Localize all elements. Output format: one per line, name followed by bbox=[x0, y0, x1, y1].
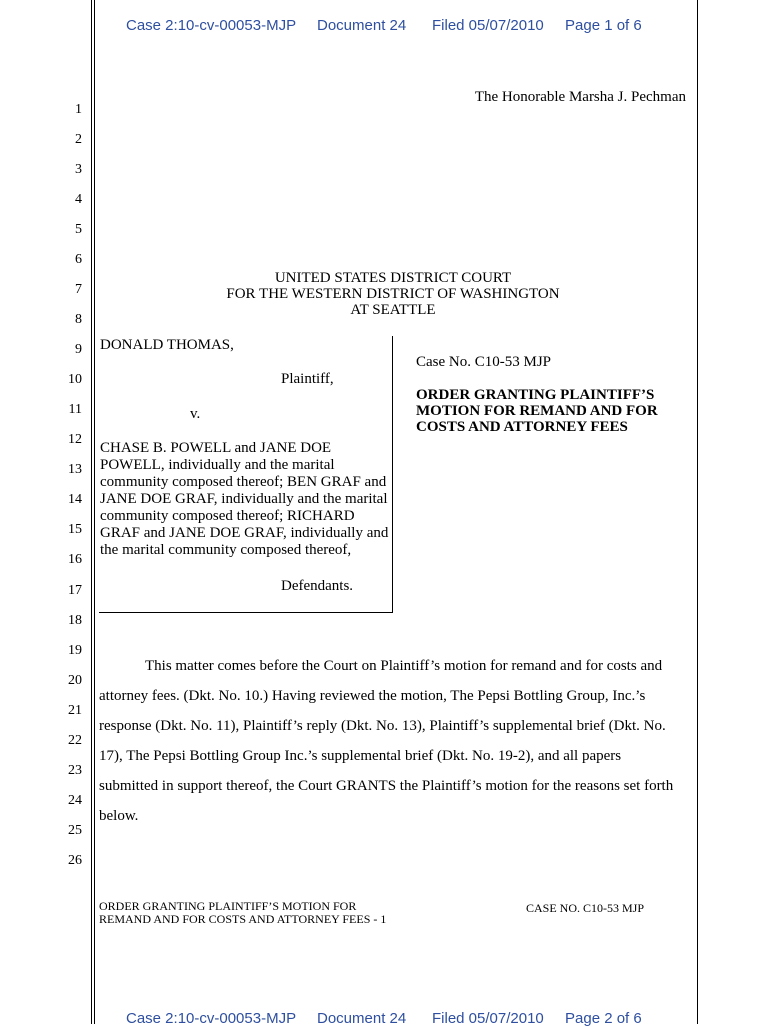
body-line: submitted in support thereof, the Court GRANTS the Plaintiff’s motion for the reasons set forth bbox=[99, 778, 674, 794]
page-footer-left bbox=[99, 900, 386, 926]
order-title-line: COSTS AND ATTORNEY FEES bbox=[416, 419, 628, 435]
header-filed-date: Filed 05/07/2010 bbox=[432, 17, 544, 34]
order-title-line: ORDER GRANTING PLAINTIFF’S bbox=[416, 387, 655, 403]
caption-divider-vertical bbox=[392, 336, 393, 612]
line-number: 3 bbox=[75, 162, 82, 177]
header-document-number: Document 24 bbox=[317, 1010, 407, 1027]
court-line: FOR THE WESTERN DISTRICT OF WASHINGTON bbox=[226, 286, 560, 302]
line-number: 17 bbox=[68, 583, 82, 598]
order-title-line: MOTION FOR REMAND AND FOR bbox=[416, 403, 658, 419]
line-number: 19 bbox=[68, 643, 82, 658]
body-line: 17), The Pepsi Bottling Group Inc.’s supplemental brief (Dkt. No. 19-2), and all papers bbox=[99, 748, 622, 764]
plaintiff-role: Plaintiff, bbox=[281, 371, 334, 387]
defendants-line: JANE DOE GRAF, individually and the marital bbox=[100, 491, 388, 507]
court-line: UNITED STATES DISTRICT COURT bbox=[274, 270, 512, 286]
line-number: 21 bbox=[68, 703, 82, 718]
defendants-role: Defendants. bbox=[281, 578, 354, 594]
header-case-number: Case 2:10-cv-00053-MJP bbox=[126, 1010, 297, 1027]
line-number: 7 bbox=[75, 282, 82, 297]
line-number: 6 bbox=[75, 252, 82, 267]
right-margin-rule bbox=[697, 0, 698, 1024]
line-number: 10 bbox=[68, 372, 82, 387]
header-case-number: Case 2:10-cv-00053-MJP bbox=[126, 17, 297, 34]
header-page-count: Page 2 of 6 bbox=[565, 1010, 642, 1027]
line-number: 9 bbox=[75, 342, 82, 357]
left-margin-rule-2 bbox=[94, 0, 95, 1024]
line-number: 5 bbox=[75, 222, 82, 237]
defendants-line: GRAF and JANE DOE GRAF, individually and bbox=[100, 525, 389, 541]
line-number: 15 bbox=[68, 522, 82, 537]
plaintiff-name: DONALD THOMAS, bbox=[100, 337, 234, 353]
line-number: 8 bbox=[75, 312, 82, 327]
judge-name: The Honorable Marsha J. Pechman bbox=[474, 89, 686, 105]
defendants-list bbox=[100, 440, 392, 559]
header-document-number: Document 24 bbox=[317, 17, 407, 34]
line-number: 4 bbox=[75, 192, 82, 207]
versus: v. bbox=[190, 406, 201, 422]
page-footer-case-number: CASE NO. C10-53 MJP bbox=[526, 901, 645, 915]
left-margin-rule-1 bbox=[91, 0, 92, 1024]
line-number: 16 bbox=[68, 552, 82, 567]
case-number: Case No. C10-53 MJP bbox=[416, 354, 552, 370]
header-filed-date: Filed 05/07/2010 bbox=[432, 1010, 544, 1027]
line-number: 24 bbox=[68, 793, 82, 808]
line-number: 26 bbox=[68, 853, 82, 868]
line-number: 25 bbox=[68, 823, 82, 838]
line-number: 14 bbox=[68, 492, 82, 507]
defendants-line: community composed thereof; BEN GRAF and bbox=[100, 474, 387, 490]
line-number: 12 bbox=[68, 432, 82, 447]
defendants-line: CHASE B. POWELL and JANE DOE bbox=[100, 440, 332, 456]
header-page-count: Page 1 of 6 bbox=[565, 17, 642, 34]
court-name bbox=[100, 270, 686, 318]
line-number: 23 bbox=[68, 763, 82, 778]
defendants-line: the marital community composed thereof, bbox=[100, 542, 352, 558]
footer-title-line: ORDER GRANTING PLAINTIFF’S MOTION FOR bbox=[99, 899, 357, 913]
body-line: below. bbox=[99, 808, 139, 824]
body-line: attorney fees. (Dkt. No. 10.) Having reviewed the motion, The Pepsi Bottling Group, Inc.’s bbox=[99, 688, 646, 704]
line-number: 18 bbox=[68, 613, 82, 628]
line-number: 13 bbox=[68, 462, 82, 477]
line-number: 20 bbox=[68, 673, 82, 688]
line-number: 2 bbox=[75, 132, 82, 147]
court-line: AT SEATTLE bbox=[350, 302, 436, 318]
footer-title-line: REMAND AND FOR COSTS AND ATTORNEY FEES - 1 bbox=[99, 912, 387, 926]
line-number: 22 bbox=[68, 733, 82, 748]
line-number: 1 bbox=[75, 102, 82, 117]
caption-divider-horizontal bbox=[99, 612, 393, 613]
defendants-line: POWELL, individually and the marital bbox=[100, 457, 335, 473]
defendants-line: community composed thereof; RICHARD bbox=[100, 508, 355, 524]
page-break-mark bbox=[697, 993, 698, 1000]
body-line: This matter comes before the Court on Plaintiff’s motion for remand and for costs and bbox=[145, 658, 663, 674]
order-title bbox=[416, 387, 658, 435]
line-number: 11 bbox=[68, 402, 82, 417]
body-line: response (Dkt. No. 11), Plaintiff’s reply (Dkt. No. 13), Plaintiff’s supplemental brief (Dkt. No. bbox=[99, 718, 666, 734]
